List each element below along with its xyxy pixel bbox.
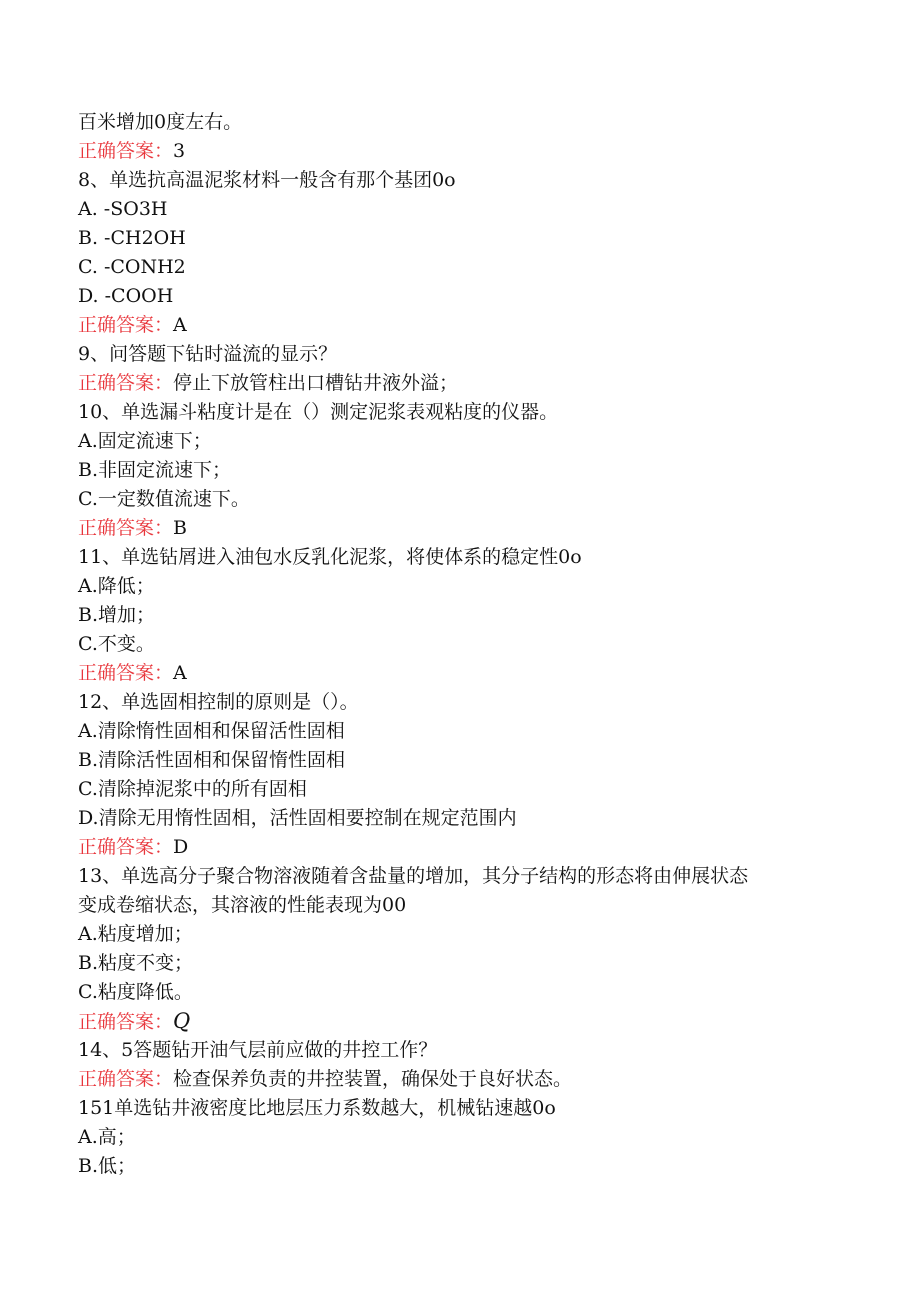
text-line: A.清除惰性固相和保留活性固相 (78, 720, 345, 742)
text-line: A.固定流速下； (78, 430, 212, 452)
text-line: 12、单选固相控制的原则是（）。 (78, 691, 359, 713)
answer-line (78, 1007, 858, 1036)
document-page (78, 108, 858, 1181)
text-line: C. -CONH2 (78, 256, 186, 278)
answer-label: 正确答案： (78, 1011, 174, 1033)
text-line: B.低； (78, 1155, 137, 1177)
text-line: 13、单选高分子聚合物溶液随着含盐量的增加，其分子结构的形态将由伸展状态 (78, 865, 749, 887)
answer-line (78, 311, 858, 340)
answer-line (78, 514, 858, 543)
answer-label: 正确答案： (78, 372, 174, 394)
text-line: B.粘度不变； (78, 952, 194, 974)
answer-label: 正确答案： (78, 1068, 174, 1090)
text-line: A. -SO3H (78, 198, 168, 220)
text-line: 10、单选漏斗粘度计是在（）测定泥浆表观粘度的仪器。 (78, 401, 559, 423)
answer-value: D (173, 836, 189, 858)
text-line: C.不变。 (78, 633, 155, 655)
text-line: B.清除活性固相和保留惰性固相 (78, 749, 346, 771)
answer-value: Q (173, 1009, 191, 1033)
answer-line (78, 369, 858, 398)
answer-value: A (173, 314, 187, 336)
text-line: B.增加； (78, 604, 156, 626)
answer-value: 停止下放管柱出口槽钻井液外溢； (173, 372, 459, 394)
answer-line (78, 137, 858, 166)
text-line: 9、问答题下钻时溢流的显示？ (78, 343, 338, 365)
text-line: B.非固定流速下； (78, 459, 232, 481)
answer-line (78, 659, 858, 688)
answer-label: 正确答案： (78, 517, 174, 539)
text-line: 8、单选抗高温泥浆材料一般含有那个基团0o (78, 169, 456, 191)
text-line: A.高； (78, 1126, 136, 1148)
answer-label: 正确答案： (78, 836, 174, 858)
answer-value: B (173, 517, 187, 539)
text-line: 151单选钻井液密度比地层压力系数越大，机械钻速越0o (78, 1097, 556, 1119)
text-line: 百米增加0度左右。 (78, 111, 243, 133)
text-line: C.粘度降低。 (78, 981, 193, 1003)
text-line: A.降低； (78, 575, 155, 597)
text-line: C.一定数值流速下。 (78, 488, 250, 510)
text-line: D.清除无用惰性固相，活性固相要控制在规定范围内 (78, 807, 517, 829)
answer-value: 检查保养负责的井控装置，确保处于良好状态。 (173, 1068, 573, 1090)
answer-value: A (173, 662, 187, 684)
text-line: A.粘度增加； (78, 923, 193, 945)
text-line: D. -COOH (78, 285, 174, 307)
answer-label: 正确答案： (78, 314, 174, 336)
answer-line (78, 833, 858, 862)
answer-label: 正确答案： (78, 140, 174, 162)
answer-line (78, 1065, 858, 1094)
text-line: C.清除掉泥浆中的所有固相 (78, 778, 307, 800)
text-line: 11、单选钻屑进入油包水反乳化泥浆，将使体系的稳定性0o (78, 546, 582, 568)
answer-label: 正确答案： (78, 662, 174, 684)
text-line: B. -CH2OH (78, 227, 186, 249)
answer-value: 3 (173, 140, 186, 162)
text-line: 14、5答题钻开油气层前应做的井控工作？ (78, 1039, 438, 1061)
text-line: 变成卷缩状态，其溶液的性能表现为00 (78, 894, 407, 916)
